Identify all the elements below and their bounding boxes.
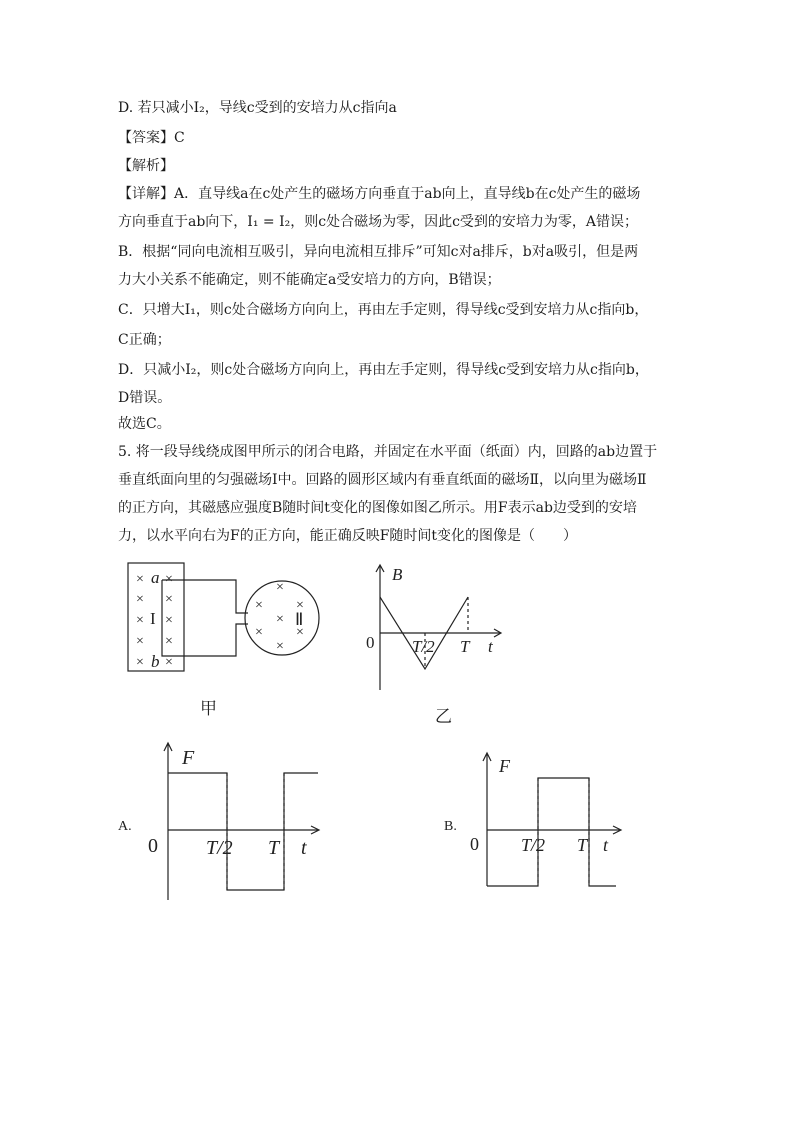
cross-mark: ×	[255, 625, 263, 640]
period-label: T	[577, 835, 588, 855]
period-label: T	[460, 637, 470, 656]
option-d-line: D. 若只减小I₂，导线c受到的安培力从c指向a	[118, 100, 397, 116]
t-axis-label: t	[488, 637, 493, 656]
cross-mark: ×	[136, 655, 144, 670]
cross-mark: ×	[136, 634, 144, 649]
cross-mark: ×	[296, 598, 304, 613]
b-axis-label: B	[392, 565, 403, 584]
point-b-label: b	[151, 652, 160, 671]
detail-line-2: 方向垂直于ab向下，I₁ = I₂，则c处合磁场为零，因此c受到的安培力为零，A错误；	[118, 214, 639, 230]
option-a-label: A.	[118, 819, 132, 834]
cross-mark: ×	[276, 580, 284, 595]
origin-label: 0	[148, 835, 158, 857]
half-period-label: T/2	[206, 837, 233, 859]
origin-label: 0	[470, 834, 479, 854]
analysis-heading: 【解析】	[118, 158, 174, 174]
option-b-curve	[487, 778, 616, 886]
cross-mark: ×	[255, 598, 263, 613]
field-1-label: I	[150, 609, 156, 628]
f-axis-label: F	[182, 747, 195, 769]
origin-label: 0	[366, 633, 375, 652]
half-period-label: T/2	[412, 637, 435, 656]
c-line-2: C正确；	[118, 332, 171, 348]
d-line-1: D．只减小I₂，则c处合磁场方向向上，再由左手定则，得导线c受到安培力从c指向b，	[118, 362, 649, 378]
cross-mark: ×	[136, 592, 144, 607]
choose-line: 故选C。	[118, 416, 171, 432]
t-axis-label: t	[301, 837, 307, 859]
q5-line-4: 力，以水平向右为F的正方向，能正确反映F随时间t变化的图像是（ ）	[118, 528, 578, 544]
cross-mark: ×	[165, 634, 173, 649]
figure-jia-caption: 甲	[200, 699, 217, 718]
cross-mark: ×	[276, 639, 284, 654]
cross-mark: ×	[136, 572, 144, 587]
cross-mark: ×	[276, 612, 284, 627]
period-label: T	[268, 837, 280, 859]
b-line-1: B．根据“同向电流相互吸引，异向电流相互排斥”可知c对a排斥，b对a吸引，但是两	[118, 244, 639, 260]
t-axis-label: t	[603, 835, 609, 855]
d-line-2: D错误。	[118, 390, 172, 406]
q5-line-3: 的正方向，其磁感应强度B随时间t变化的图像如图乙所示。用F表示ab边受到的安培	[118, 500, 637, 516]
half-period-label: T/2	[521, 835, 546, 855]
cross-mark: ×	[165, 613, 173, 628]
detail-line-1: 【详解】A．直导线a在c处产生的磁场方向垂直于ab向上，直导线b在c处产生的磁场	[118, 186, 641, 202]
c-line-1: C．只增大I₁，则c处合磁场方向向上，再由左手定则，得导线c受到安培力从c指向b，	[118, 302, 649, 318]
figure-yi-caption: 乙	[435, 707, 452, 726]
cross-mark: ×	[165, 592, 173, 607]
cross-mark: ×	[165, 655, 173, 670]
answer-line: 【答案】C	[118, 130, 185, 146]
option-b-label: B.	[444, 819, 457, 834]
b-line-2: 力大小关系不能确定，则不能确定a受安培力的方向，B错误；	[118, 272, 501, 288]
q5-line-2: 垂直纸面向里的匀强磁场Ⅰ中。回路的圆形区域内有垂直纸面的磁场Ⅱ，以向里为磁场Ⅱ	[118, 472, 647, 488]
cross-mark: ×	[136, 613, 144, 628]
field-2-label: Ⅱ	[295, 610, 304, 629]
cross-mark: ×	[165, 572, 173, 587]
cross-mark: ×	[296, 625, 304, 640]
f-axis-label: F	[499, 756, 510, 776]
q5-line-1: 5. 将一段导线绕成图甲所示的闭合电路，并固定在水平面（纸面）内，回路的ab边置于	[118, 444, 658, 460]
point-a-label: a	[151, 568, 160, 587]
